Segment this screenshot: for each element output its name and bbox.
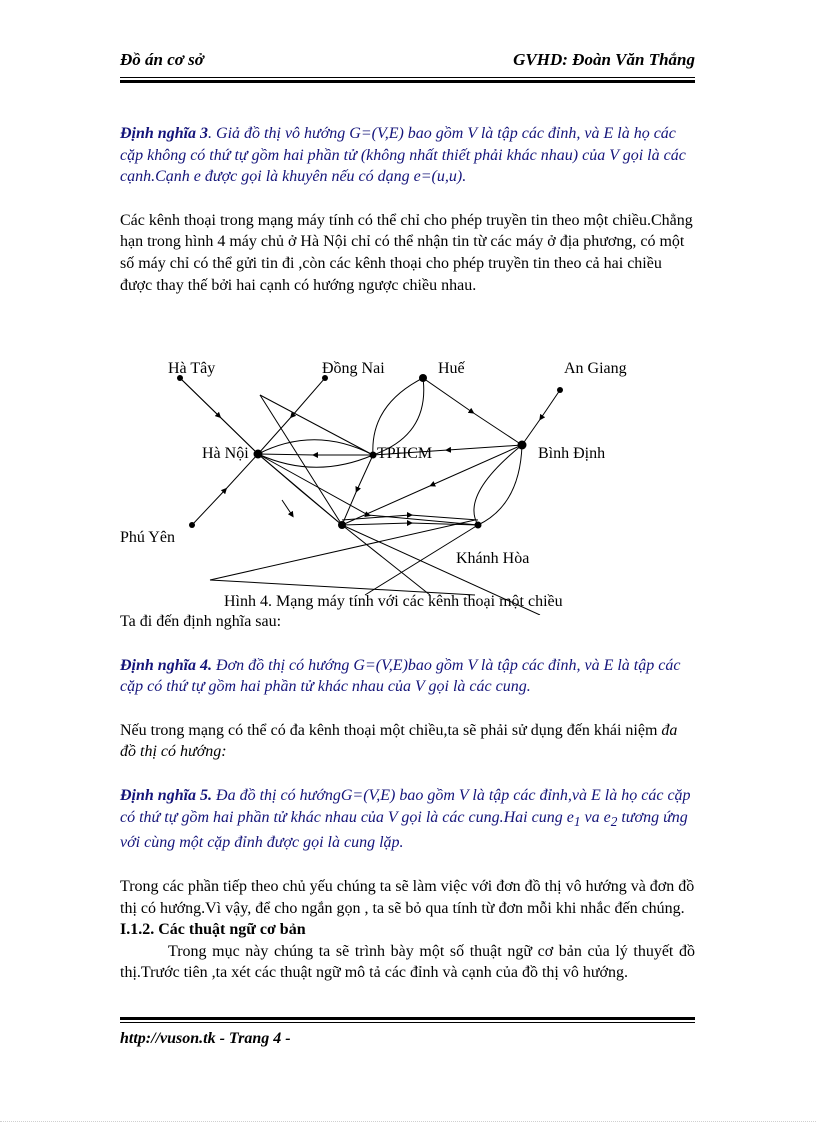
node-label-tphcm: TPHCM xyxy=(377,445,433,462)
node-label-an-giang: An Giang xyxy=(564,360,627,377)
definition-5-label: Định nghĩa 5. xyxy=(120,786,213,804)
page-bottom-border xyxy=(0,1121,816,1122)
definition-5-text-2: va e xyxy=(580,808,611,826)
header-right: GVHD: Đoàn Văn Thắng xyxy=(513,50,695,69)
figure-caption: Hình 4. Mạng máy tính với các kênh thoại một chiều xyxy=(224,593,563,610)
node-label-ha-noi: Hà Nội xyxy=(202,445,249,462)
node-label-phu-yen: Phú Yên xyxy=(120,529,175,546)
definition-3-text: . Giả đồ thị vô hướng G=(V,E) bao gồm V là tập các đỉnh, và E là họ các cặp không có thứ tự gồm hai phần tử (không nhất thiết phải khác nhau) của V gọi là các cạnh.Cạnh e được gọi là khuyên nếu có dạng e=(u,u). xyxy=(120,125,686,186)
definition-5-sub-2: 2 xyxy=(610,813,618,829)
definition-5-text-3: tương ứng với cùng một cặp đỉnh được gọi là cung lặp. xyxy=(120,808,688,852)
definition-3-label: Định nghĩa 3 xyxy=(120,125,209,142)
node-label-hue: Huế xyxy=(438,360,465,377)
definition-5-text-1: Đa đồ thị có hướngG=(V,E) bao gồm V là tập các đỉnh,và E là họ các cặp có thứ tự gồm hai phần tử khác nhau của V gọi là các cung.Hai cung e xyxy=(120,786,691,826)
node-label-ha-tay: Hà Tây xyxy=(168,360,216,377)
page-content xyxy=(120,123,695,296)
definition-4-label: Định nghĩa 4. xyxy=(120,656,213,674)
header-rule xyxy=(120,77,695,83)
paragraph-conventions: Trong các phần tiếp theo chủ yếu chúng ta sẽ làm việc với đơn đồ thị vô hướng và đơn đồ thị có hướng.Vì vậy, để cho ngắn gọn , ta sẽ bỏ qua tính từ đơn mỗi khi nhắc đến chúng. xyxy=(120,877,695,917)
page-header xyxy=(120,50,695,76)
paragraph-channels: Các kênh thoại trong mạng máy tính có thể chỉ cho phép truyền tin theo một chiều.Chẳng hạn trong hình 4 máy chủ ở Hà Nội chỉ có thể nhận tin từ các máy ở địa phương, có một số máy chỉ có thể gửi tin đi ,còn các kênh thoại cho phép truyền tin theo cả hai chiều được thay thế bởi hai cạnh có hướng ngược chiều nhau. xyxy=(120,211,693,294)
paragraph-multigraph-term: đa đồ thị có hướng: xyxy=(120,721,678,761)
page-footer: http://vuson.tk - Trang 4 - xyxy=(120,1030,291,1047)
paragraph-multigraph xyxy=(120,720,695,763)
network-figure xyxy=(120,345,695,615)
node-label-binh-dinh: Bình Định xyxy=(538,445,606,462)
paragraph-multigraph-text: Nếu trong mạng có thể có đa kênh thoại một chiều,ta sẽ phải sử dụng đến khái niệm xyxy=(120,721,662,739)
node-label-dong-nai: Đồng Nai xyxy=(322,360,385,377)
page-content-lower xyxy=(120,611,695,984)
definition-4 xyxy=(120,655,695,698)
footer-rule xyxy=(120,1017,695,1023)
definition-4-text: Đơn đồ thị có hướng G=(V,E)bao gồm V là tập các đỉnh, và E là tập các cặp có thứ tự gồm hai phần tử khác nhau của V gọi là các cung. xyxy=(120,656,681,696)
section-heading: I.1.2. Các thuật ngữ cơ bản xyxy=(120,921,306,939)
definition-5-sub-1: 1 xyxy=(573,813,581,829)
header-left: Đồ án cơ sở xyxy=(120,50,204,69)
definition-3 xyxy=(120,123,695,188)
definition-5 xyxy=(120,785,695,854)
node-label-khanh-hoa: Khánh Hòa xyxy=(456,550,530,567)
paragraph-lead-in: Ta đi đến định nghĩa sau: xyxy=(120,613,282,630)
paragraph-section-intro: Trong mục này chúng ta sẽ trình bày một số thuật ngữ cơ bản của lý thuyết đồ thị.Trước tiên ,ta xét các thuật ngữ mô tả các đỉnh và cạnh của đồ thị vô hướng. xyxy=(120,942,695,982)
